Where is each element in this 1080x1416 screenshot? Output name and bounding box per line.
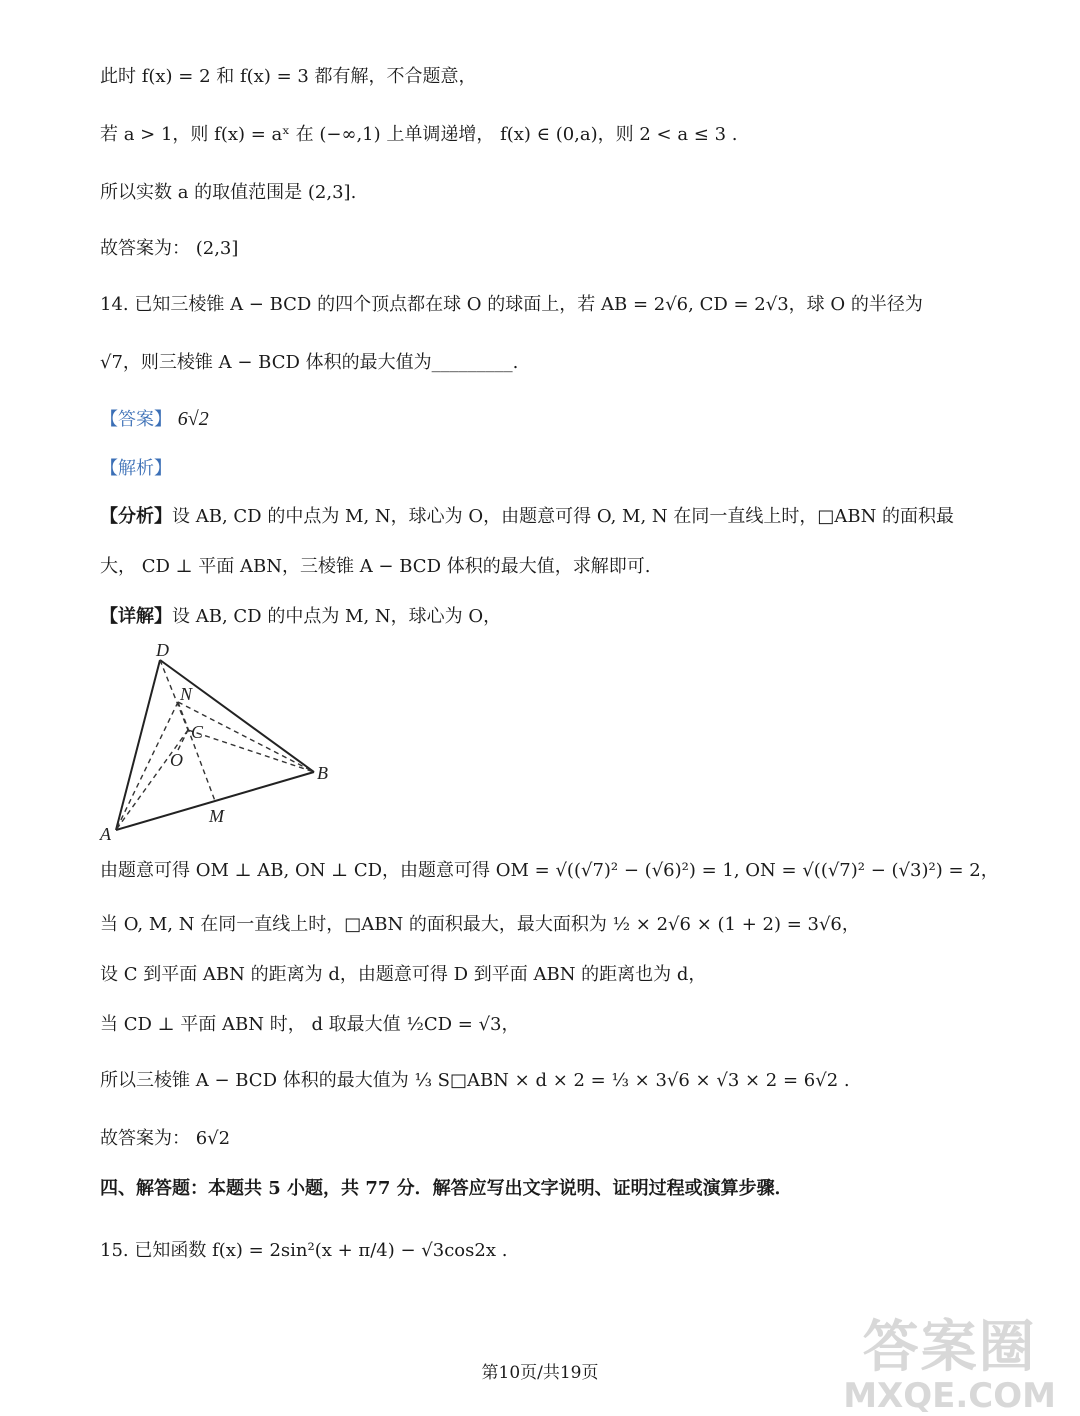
label-M: M: [209, 806, 224, 826]
segment-OC: [178, 730, 188, 750]
watermark-line-1: 答案圈: [862, 1315, 1037, 1380]
xiangjie-tag: 【详解】: [100, 606, 172, 627]
edge-CB: [188, 730, 314, 772]
analysis-tag: 【解析】: [100, 458, 172, 479]
answer-row: [100, 406, 209, 433]
label-A: A: [100, 824, 111, 844]
label-B: B: [317, 763, 328, 783]
text-line-1: 此时 f(x) = 2 和 f(x) = 3 都有解，不合题意，: [100, 66, 477, 87]
solution-line-4: 当 CD ⊥ 平面 ABN 时， d 取最大值 ½CD = √3，: [100, 1014, 520, 1035]
edge-CA: [116, 730, 188, 830]
fenxi-line-2: 大， CD ⊥ 平面 ABN，三棱锥 A − BCD 体积的最大值，求解即可.: [100, 556, 651, 577]
fenxi-line-1: [100, 504, 954, 530]
solution-answer: 故答案为： 6√2: [100, 1128, 231, 1149]
problem-14-line-2: √7，则三棱锥 A − BCD 体积的最大值为_________.: [100, 352, 519, 373]
fenxi-tag: 【分析】: [100, 506, 172, 527]
xiangjie-text: 设 AB, CD 的中点为 M, N，球心为 O，: [172, 606, 502, 627]
solution-line-3: 设 C 到平面 ABN 的距离为 d，由题意可得 D 到平面 ABN 的距离也为 d，: [100, 964, 707, 985]
label-C: C: [191, 722, 204, 742]
label-O: O: [170, 750, 183, 770]
dashed-edges: [116, 660, 314, 830]
page-footer: 第10页/共19页: [481, 1363, 599, 1383]
section-heading: 四、解答题：本题共 5 小题，共 77 分．解答应写出文字说明、证明过程或演算步骤．: [100, 1178, 793, 1199]
edge-DB: [160, 660, 314, 772]
tetrahedron-figure: [96, 640, 346, 845]
answer-tag: 【答案】: [100, 409, 172, 430]
problem-14-line-1: 14. 已知三棱锥 A − BCD 的四个顶点都在球 O 的球面上，若 AB = 2√6, CD = 2√3，球 O 的半径为: [100, 294, 923, 315]
answer-value: 6√2: [177, 408, 209, 430]
text-line-3: 所以实数 a 的取值范围是 (2,3].: [100, 182, 357, 203]
solution-line-1: 由题意可得 OM ⊥ AB, ON ⊥ CD，由题意可得 OM = √((√7)² − (√6)²) = 1, ON = √((√7)² − (√3)²) = 2，: [100, 860, 999, 881]
segment-NA: [116, 702, 178, 830]
fenxi-text-1: 设 AB, CD 的中点为 M, N，球心为 O，由题意可得 O, M, N 在同一直线上时，□ABN 的面积最: [172, 506, 955, 527]
edge-DA: [116, 660, 160, 830]
xiangjie-line: [100, 604, 501, 630]
solution-line-5: 所以三棱锥 A − BCD 体积的最大值为 ⅓ S□ABN × d × 2 = ⅓ × 3√6 × √3 × 2 = 6√2 .: [100, 1070, 850, 1091]
watermark-line-2: MXQE.COM: [843, 1376, 1056, 1416]
text-line-2: 若 a > 1，则 f(x) = aˣ 在 (−∞,1) 上单调递增， f(x) ∈ (0,a)，则 2 < a ≤ 3 .: [100, 124, 738, 145]
label-D: D: [156, 640, 169, 660]
solution-line-2: 当 O, M, N 在同一直线上时，□ABN 的面积最大，最大面积为 ½ × 2√6 × (1 + 2) = 3√6，: [100, 914, 860, 935]
segment-NM: [178, 702, 215, 801]
text-line-4: 故答案为： (2,3]: [100, 238, 239, 259]
label-N: N: [180, 684, 193, 704]
problem-15: 15. 已知函数 f(x) = 2sin²(x + π/4) − √3cos2x .: [100, 1240, 508, 1261]
solid-edges: [116, 660, 314, 830]
